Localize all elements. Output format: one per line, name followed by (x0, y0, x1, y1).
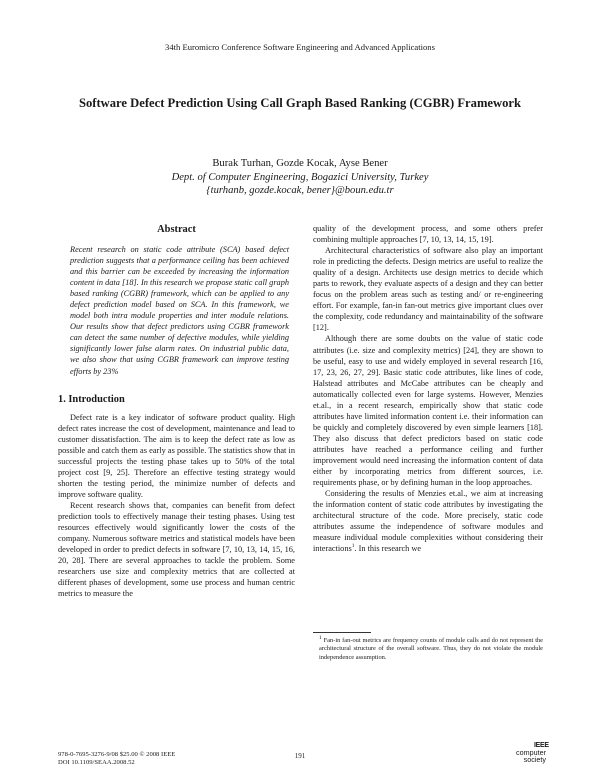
footnote-divider (313, 632, 371, 633)
author-block (0, 157, 600, 198)
footnote-text: Fan-in fan-out metrics are frequency counts of module calls and do not represent the architectural structure of the overall software. Thus, they do not violate the module independence assumption. (319, 637, 543, 661)
footer-isbn: 978-0-7695-3276-9/08 $25.00 © 2008 IEEE (58, 751, 176, 758)
right-column (313, 223, 543, 554)
footnote-ref: 1 (351, 543, 355, 550)
author-email: {turhanb, gozde.kocak, bener}@boun.edu.tr (206, 185, 394, 196)
paper-title: Software Defect Prediction Using Call Graph Based Ranking (CGBR) Framework (78, 96, 522, 110)
intro-paragraph-4: Although there are some doubts on the value of static code attributes (i.e. size and complexity metrics) [24], they are shown to be useful, easy to use and widely employed in several research [16, 17, 23, 26, 27, 29]. Basic static code attributes, like lines of code, Halstead attributes and McCabe attributes can be cheaply and automatically collected even for large systems. However, Menzies et.al., in a recent research, empirically show that static code attributes have limited information content i.e. their information can be quickly and completely discovered by even simple learners [18]. They also discuss that defect predictors based on static code attributes have reached a performance ceiling and further improvement would need increasing the information content of data either by incorporating metrics from different sources, i.e. requirements phase, or by defining human in the loop approaches. (313, 334, 543, 488)
author-names: Burak Turhan, Gozde Kocak, Ayse Bener (212, 158, 388, 169)
abstract-text: Recent research on static code attribute (SCA) based defect prediction suggests that a performance ceiling has been achieved and this barrier can be exceeded by increasing the information content in data [18]. In this research we propose static call graph based ranking (CGBR) framework, which can be applied to any defect prediction model based on SCA. In this framework, we model both intra module properties and inter module relations. Our results show that defect predictors using CGBR framework can detect the same number of defective modules, while yielding significantly lower false alarm rates. On industrial public data, we also show that using CGBR framework can improve testing efforts by 23% (70, 245, 289, 376)
logo-wordmark (510, 749, 546, 763)
page-number: 191 (294, 752, 306, 760)
computer-society-logo (510, 742, 550, 766)
logo-line-computer: computer (516, 748, 546, 757)
footnote-area (313, 632, 543, 662)
intro-paragraph-5-end: . In this research we (354, 544, 422, 554)
intro-paragraph-1: Defect rate is a key indicator of software product quality. High defect rates increase the cost of development, maintenance and lead to customer dissatisfaction. The aim is to keep the defect rate as low as possible and catch them as early as possible. The statistics show that in successful projects the testing phase takes up to 50% of the total project cost [9, 25]. Therefore an effective testing strategy would shorten the testing period, the minimize number of defects and improve software quality. (58, 412, 295, 499)
conference-header: 34th Euromicro Conference Software Engineering and Advanced Applications (165, 42, 435, 52)
section-heading-introduction: 1. Introduction (58, 393, 125, 405)
intro-paragraph-2: Recent research shows that, companies can benefit from defect prediction tools to effectively manage their testing phases. Using test resources effectively would significantly lower the costs of the company. Numerous software metrics and statistical models have been developed in order to predict defects in software [7, 10, 13, 14, 15, 16, 20, 28]. There are several approaches to tackle the problem. Some researchers use size and complexity metrics that are collected at different phases of development, some use process and human centric metrics to measure the (58, 500, 295, 599)
logo-ieee-mark: IEEE (534, 742, 549, 749)
footer-doi: DOI 10.1109/SEAA.2008.52 (58, 759, 135, 767)
logo-line-society: society (523, 755, 546, 764)
left-column (58, 223, 295, 599)
footnote-mark: 1 (319, 634, 322, 641)
author-affiliation: Dept. of Computer Engineering, Bogazici University, Turkey (171, 171, 429, 183)
abstract (58, 244, 295, 377)
intro-paragraph-2-continued: quality of the development process, and some others prefer combining multiple approaches [7, 10, 13, 14, 15, 19]. (313, 224, 543, 245)
footnote (313, 634, 543, 662)
intro-paragraph-5-text: Considering the results of Menzies et.al., we aim at increasing the information content of static code attributes by investigating the architectural structure of the code. More precisely, static code attributes assume the independence of software modules and measure individual module complexities without considering their interactions (313, 489, 543, 554)
abstract-heading: Abstract (157, 224, 196, 235)
intro-paragraph-5 (313, 488, 543, 554)
intro-paragraph-3: Architectural characteristics of software also play an important role in predicting the defects. Design metrics are useful to realize the quality of a design. Architects use design metrics to decide which parts to rework, they evaluate aspects of a design and they can better focus on the problem areas such as testing and/ or re-engineering effort. For example, fan-in fan-out metrics give important clues over the complexity, code redundancy and maintainability of the software [12]. (313, 246, 543, 333)
